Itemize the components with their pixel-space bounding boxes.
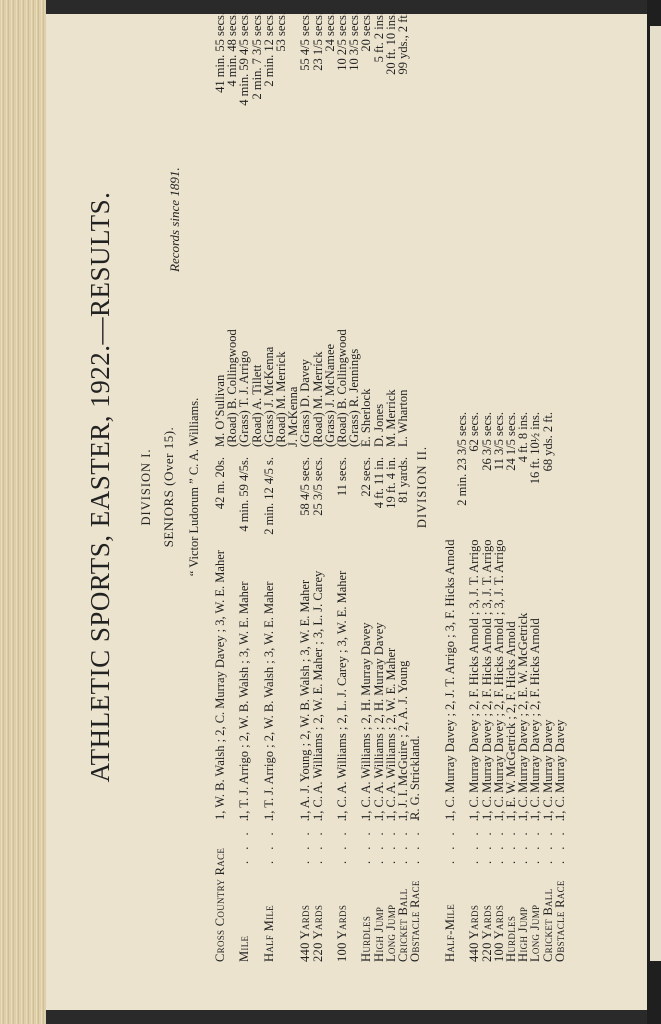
cell-dots: . . . . bbox=[261, 814, 276, 864]
cell-dots: . . . . bbox=[298, 814, 313, 864]
cell-record: 5 ft. 2 ins. bbox=[371, 12, 386, 63]
cell-dots: . . . . bbox=[335, 814, 349, 864]
seniors-heading: SENIORS (Over 15). bbox=[161, 426, 176, 548]
cell-event: Obstacle Race bbox=[552, 880, 567, 962]
cell-dots: . . . . bbox=[491, 814, 506, 864]
cell-record: 99 yds., 2 ft. bbox=[396, 12, 410, 75]
cell-places: 1, C. A. Williams ; 2, W. E. Maher ; 3, L. J. Carey bbox=[310, 570, 325, 820]
cell-places: 1, T. J. Arrigo ; 2, W. B. Walsh ; 3, W. E. Maher bbox=[237, 581, 252, 820]
records-note: Records since 1891. bbox=[167, 167, 182, 272]
cell-places: 1, C. Murray Davey ; 2, F. Hicks Arnold ; 3, J. T. Arrigo bbox=[467, 539, 482, 820]
cell-perf: 42 m. 20s. bbox=[213, 457, 227, 510]
cell-holder: E. Sherlock bbox=[359, 388, 374, 447]
cell-record: 4 min. 59 4/5 secs. bbox=[237, 12, 252, 106]
cell-event: 100 Yards bbox=[491, 904, 506, 962]
cell-places: 1, T. J. Arrigo ; 2, W. B. Walsh ; 3, W. E. Maher bbox=[261, 581, 276, 820]
cell-event: Hurdles bbox=[504, 915, 518, 962]
cell-places: 1, C. Murray Davey ; 2, J. T. Arrigo ; 3, F. Hicks Arnold bbox=[443, 539, 457, 820]
cell-record: 10 3/5 secs. bbox=[347, 12, 362, 71]
cell-perf: 24 1/5 secs. bbox=[504, 412, 518, 471]
cell-places: 1, A. J. Young ; 2, W. B. Walsh ; 3, W. E. Maher bbox=[298, 579, 313, 820]
cell-event: High Jump bbox=[516, 906, 531, 962]
cell-dots: . . . . bbox=[371, 814, 386, 864]
cell-perf: 2 min. 23 3/5 secs. bbox=[455, 412, 470, 506]
cell-places: 1, C. Murray Davey ; 2, F. Hicks Arnold ; 3, J. T. Arrigo bbox=[491, 539, 506, 820]
cell-perf: 16 ft. 10½ ins. bbox=[528, 412, 543, 485]
cell-event: 440 Yards bbox=[467, 904, 482, 962]
cell-perf: 4 min. 59 4/5s. bbox=[237, 457, 252, 532]
cell-perf: 25 3/5 secs. bbox=[310, 457, 325, 516]
cell-holder: L. Wharton bbox=[396, 389, 410, 447]
cell-places: R. G. Strickland. bbox=[408, 735, 423, 820]
cell-dots: . . . . bbox=[528, 814, 543, 864]
cell-event: Cricket Ball bbox=[540, 888, 555, 962]
cell-record: 10 2/5 secs. bbox=[335, 12, 349, 71]
cell-dots: . . . . bbox=[396, 814, 410, 864]
cell-perf: 62 secs. bbox=[467, 412, 482, 452]
cell-record: 55 4/5 secs. bbox=[298, 12, 313, 71]
cell-places: 1, C. Murray Davey ; 2, E. W. McGetrick bbox=[516, 612, 531, 820]
cell-holder: (Grass) R. Jennings bbox=[347, 348, 362, 447]
cell-event: High Jump bbox=[371, 906, 386, 962]
cell-holder: J. McKenna bbox=[286, 386, 301, 447]
cell-event: Half-Mile bbox=[443, 904, 457, 962]
cell-places: 1, E. W. McGetrick ; 2, F. Hicks Arnold bbox=[504, 621, 518, 820]
cell-event: Hurdles bbox=[359, 915, 374, 962]
cell-holder: (Grass) J. McKenna bbox=[261, 346, 276, 447]
rotated-results-sheet bbox=[85, 12, 625, 962]
cell-places: 1, C. A. Williams ; 2, H. Murray Davey bbox=[371, 622, 386, 820]
division-2-heading: DIVISION II. bbox=[415, 445, 429, 529]
cell-holder: (Road) M. Merrick bbox=[274, 351, 288, 447]
cell-event: Long Jump bbox=[383, 904, 398, 962]
cell-perf: 26 3/5 secs. bbox=[479, 412, 494, 471]
cell-dots: . . . . bbox=[479, 814, 494, 864]
cell-dots: . . . . bbox=[467, 814, 482, 864]
cell-dots: . . . . bbox=[383, 814, 398, 864]
cell-holder: M. O’Sullivan bbox=[213, 374, 227, 447]
cell-holder: (Grass) T. J. Arrigo bbox=[237, 350, 252, 447]
cell-holder: M. Merrick bbox=[383, 389, 398, 447]
page-title: ATHLETIC SPORTS, EASTER, 1922.—RESULTS. bbox=[85, 191, 115, 783]
cell-places: 1, C. Murray Davey bbox=[540, 719, 555, 820]
victor-ludorum: “ Victor Ludorum ” C. A. Williams. bbox=[187, 397, 201, 577]
cell-dots: . . . . bbox=[310, 814, 325, 864]
facing-page-edge bbox=[650, 26, 661, 961]
cell-event: Cross Country Race bbox=[213, 847, 227, 962]
cell-perf: 4 ft. 11 in. bbox=[371, 457, 386, 509]
cell-places: 1, C. Murray Davey bbox=[552, 719, 567, 820]
cell-record: 20 secs. bbox=[359, 12, 374, 52]
cell-record: 24 secs. bbox=[322, 12, 337, 52]
cell-holder: (Grass) D. Davey bbox=[298, 359, 313, 447]
cell-holder: (Grass) J. McNamee bbox=[322, 343, 337, 447]
cell-record: 20 ft. 10 ins. bbox=[383, 12, 398, 75]
cell-dots: . . . . bbox=[516, 814, 531, 864]
cell-holder: (Road) M. Merrick bbox=[310, 351, 325, 447]
cell-event: Mile bbox=[237, 935, 252, 962]
cell-perf: 58 4/5 secs. bbox=[298, 457, 313, 516]
cell-record: 23 1/5 secs. bbox=[310, 12, 325, 71]
cell-dots: . . . . bbox=[443, 814, 457, 864]
cell-holder: (Road) A. Tillett bbox=[249, 364, 264, 447]
cell-event: Cricket Ball bbox=[396, 888, 410, 962]
cell-event: Long Jump bbox=[528, 904, 543, 962]
cell-holder: (Road) B. Collingwood bbox=[225, 329, 240, 447]
cell-record: 2 min. 12 secs. bbox=[261, 12, 276, 87]
cell-places: 1, J. I. McGuire ; 2, A. J. Young bbox=[396, 660, 410, 820]
cell-record: 41 min. 55 secs. bbox=[213, 12, 227, 93]
cell-perf: 2 min. 12 4/5 s. bbox=[261, 457, 276, 535]
cell-dots: . . . . bbox=[408, 814, 423, 864]
cell-event: Half Mile bbox=[261, 905, 276, 962]
cell-record: 4 min. 48 secs. bbox=[225, 12, 240, 87]
cell-places: 1, C. Murray Davey ; 2, F. Hicks Arnold bbox=[528, 618, 543, 820]
cell-perf: 11 secs. bbox=[335, 457, 349, 497]
cell-event: 100 Yards bbox=[335, 904, 349, 962]
cell-perf: 81 yards. bbox=[396, 457, 410, 503]
cell-perf: 4 ft. 8 ins. bbox=[516, 412, 531, 463]
cell-dots: . . . . bbox=[552, 814, 567, 864]
cell-places: 1, W. B. Walsh ; 2, C. Murray Davey ; 3, W. E. Maher bbox=[213, 550, 227, 820]
cell-event: 440 Yards bbox=[298, 904, 313, 962]
cell-record: 2 min. 7 3/5 secs. bbox=[249, 12, 264, 100]
result-row bbox=[553, 12, 568, 962]
cell-places: 1, C. A. Williams ; 2, L. J. Carey ; 3, W. E. Maher bbox=[335, 570, 349, 820]
page-edges bbox=[0, 0, 46, 1024]
cell-event: 220 Yards bbox=[479, 904, 494, 962]
cell-holder: (Road) B. Collingwood bbox=[335, 329, 349, 447]
cell-places: 1, C. A. Williams ; 2, W. E. Maher bbox=[383, 647, 398, 820]
cell-record: 53 secs. bbox=[274, 12, 288, 52]
cell-perf: 11 3/5 secs. bbox=[491, 412, 506, 471]
cell-event: Obstacle Race bbox=[408, 880, 423, 962]
cell-holder: D. Jones bbox=[371, 403, 386, 447]
cell-perf: 22 secs. bbox=[359, 457, 374, 497]
cell-dots: . . . . bbox=[540, 814, 555, 864]
cell-perf: 19 ft. 4 in. bbox=[383, 457, 398, 509]
cell-dots: . . . . bbox=[504, 814, 518, 864]
cell-event: 220 Yards bbox=[310, 904, 325, 962]
cell-dots: . . . . bbox=[237, 814, 252, 864]
division-1-heading: DIVISION I. bbox=[139, 448, 153, 526]
cell-places: 1, C. A. Williams ; 2, H. Murray Davey bbox=[359, 622, 374, 820]
cell-perf: 68 yds. 2 ft. bbox=[540, 412, 555, 472]
cell-dots: . . . . bbox=[359, 814, 374, 864]
cell-places: 1, C. Murray Davey ; 2, F. Hicks Arnold ; 3, J. T. Arrigo bbox=[479, 539, 494, 820]
